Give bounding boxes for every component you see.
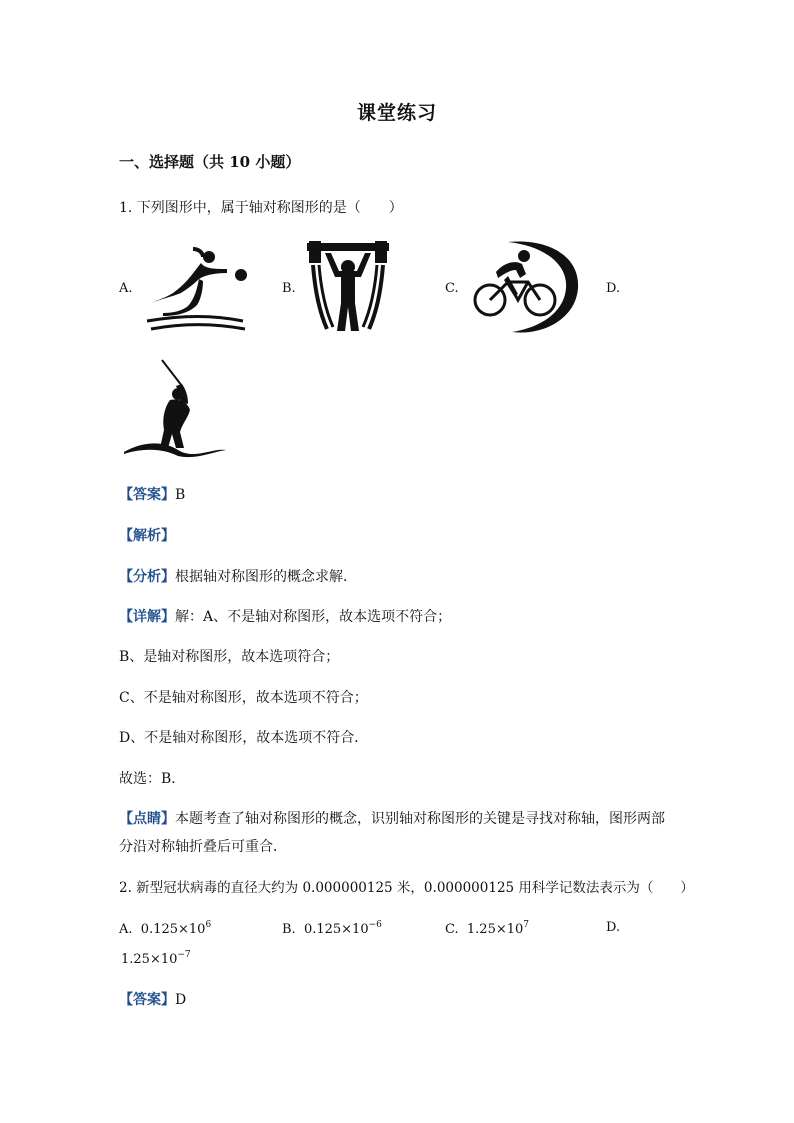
q1-option-d-label: D. (606, 281, 621, 296)
section-heading: 一、选择题（共 10 小题） (119, 153, 301, 171)
analysis-tag: 【解析】 (119, 528, 175, 544)
q1-option-c-label: C. (445, 281, 459, 296)
q2-option-c-base: 1.25×10 (466, 922, 524, 937)
answer-tag: 【答案】 (119, 487, 175, 503)
answer-tag: 【答案】 (119, 992, 175, 1008)
q2-option-c-label: C. (445, 922, 459, 937)
fenxi-tag: 【分析】 (119, 569, 175, 585)
q2-option-b-base: 0.125×10 (303, 922, 369, 937)
q1-detail-line-2: B、是轴对称图形，故本选项符合； (119, 649, 340, 665)
q2-answer-value: D (175, 992, 187, 1008)
detail-tag: 【详解】 (119, 609, 175, 625)
cyclist-icon (468, 238, 582, 336)
q1-fenxi (119, 566, 357, 586)
q1-analysis-heading (119, 525, 175, 545)
q2-option-a (119, 920, 211, 937)
page-title: 课堂练习 (356, 102, 437, 124)
q1-stem: 1. 下列图形中，属于轴对称图形的是（ ） (119, 200, 403, 216)
q2-option-d-label: D. (606, 920, 621, 935)
q1-detail-line-3: C、不是轴对称图形，故本选项不符合； (119, 690, 368, 706)
q2-option-a-base: 0.125×10 (140, 922, 206, 937)
volleyball-player-icon (143, 243, 251, 333)
q1-option-a-label: A. (119, 281, 133, 296)
q1-detail-line-5: 故选：B． (119, 771, 186, 787)
q1-answer (119, 484, 185, 504)
comment-tag: 【点睛】 (119, 811, 175, 827)
q2-option-d-exp: −7 (177, 950, 191, 960)
q2-option-d-value (121, 950, 191, 967)
q1-answer-value: B (175, 487, 186, 503)
q1-option-b-label: B. (282, 281, 296, 296)
weightlifter-icon (305, 241, 391, 333)
q2-option-c (445, 920, 529, 937)
q1-comment-line-1 (119, 808, 665, 828)
q1-comment-line-2: 分沿对称轴折叠后可重合． (119, 839, 287, 855)
comment-text: 本题考查了轴对称图形的概念，识别轴对称图形的关键是寻找对称轴，图形两部 (175, 811, 665, 827)
q2-option-a-exp: 6 (205, 920, 212, 930)
q2-option-b-label: B. (282, 922, 296, 937)
q2-option-a-label: A. (119, 922, 133, 937)
q1-detail-line-4: D、不是轴对称图形，故本选项不符合． (119, 730, 369, 746)
detail-text: 解：A、不是轴对称图形，故本选项不符合； (175, 609, 452, 625)
q2-stem: 2. 新型冠状病毒的直径大约为 0.000000125 米，0.000000125 用科学记数法表示为（ ） (119, 880, 694, 896)
q1-fenxi-text: 根据轴对称图形的概念求解． (175, 569, 357, 585)
q2-option-d-base: 1.25×10 (121, 952, 178, 967)
q2-option-c-exp: 7 (523, 920, 530, 930)
q2-answer (119, 989, 186, 1009)
q2-option-b-exp: −6 (368, 920, 382, 930)
q2-option-b (282, 920, 382, 937)
q1-detail-line-1 (119, 606, 451, 626)
golfer-icon (122, 356, 228, 460)
